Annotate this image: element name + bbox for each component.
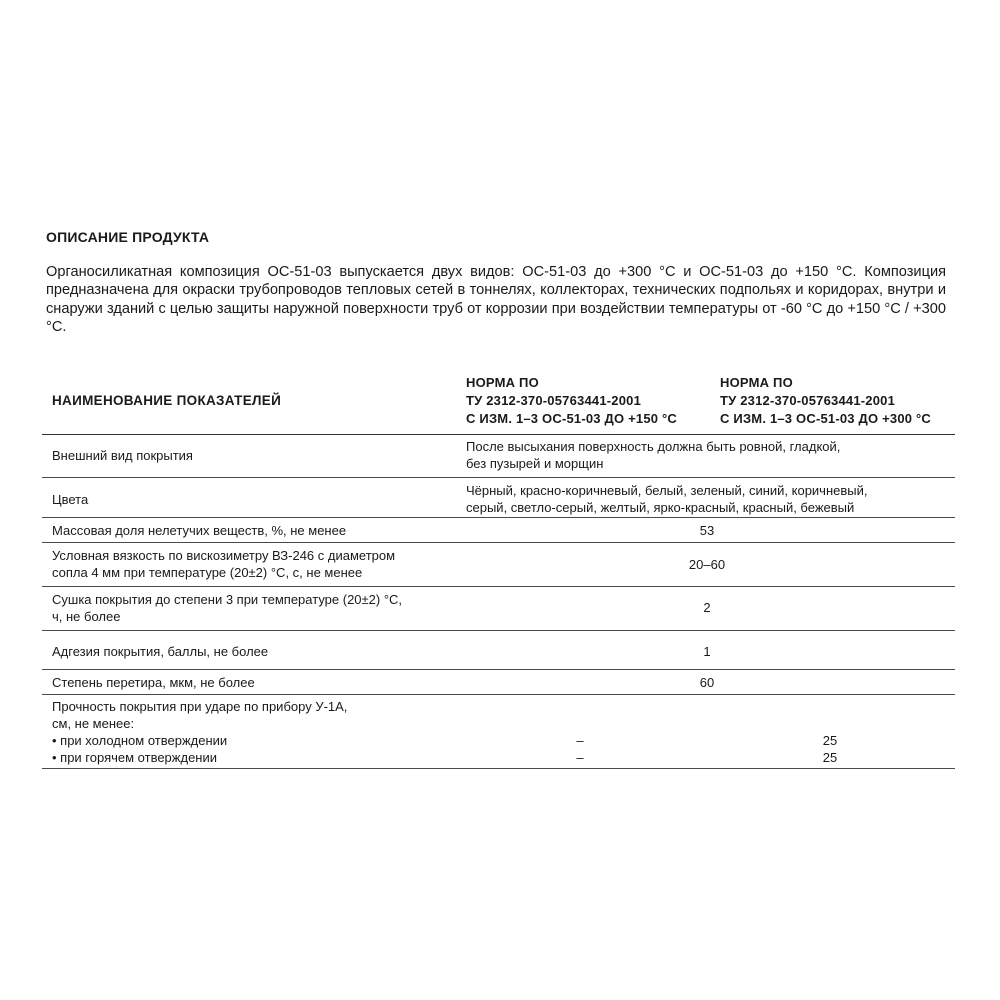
sub-value-hot-150: – xyxy=(576,750,584,765)
row-name-line: Условная вязкость по вискозиметру ВЗ-246 с диаметром xyxy=(52,548,396,563)
table-row xyxy=(42,695,955,769)
header-norm-150-line1: НОРМА ПО xyxy=(466,375,539,390)
row-name-line: Прочность покрытия при ударе по прибору У-1А, xyxy=(52,699,348,714)
row-name: Внешний вид покрытия xyxy=(52,448,193,463)
row-name: Цвета xyxy=(52,492,89,507)
header-norm-150-line3: С ИЗМ. 1–3 ОС-51-03 ДО +150 °С xyxy=(466,411,677,426)
sub-label-cold: • при холодном отверждении xyxy=(52,733,228,748)
header-norm-150 xyxy=(466,374,677,428)
header-norm-300-line2: ТУ 2312-370-05763441-2001 xyxy=(720,393,895,408)
row-value xyxy=(466,482,868,516)
section-title: ОПИСАНИЕ ПРОДУКТА xyxy=(46,229,210,245)
sub-value-cold-150: – xyxy=(576,733,584,748)
row-value: 53 xyxy=(699,523,715,538)
header-norm-300-line3: С ИЗМ. 1–3 ОС-51-03 ДО +300 °С xyxy=(720,411,931,426)
row-name-line: сопла 4 мм при температуре (20±2) °С, с, не менее xyxy=(52,565,363,580)
table-row xyxy=(42,543,955,587)
header-norm-150-line2: ТУ 2312-370-05763441-2001 xyxy=(466,393,641,408)
table-row xyxy=(42,518,955,543)
header-name: НАИМЕНОВАНИЕ ПОКАЗАТЕЛЕЙ xyxy=(52,393,282,408)
table-row xyxy=(42,587,955,631)
row-value: 1 xyxy=(703,644,711,659)
table-row xyxy=(42,478,955,518)
row-name: Массовая доля нелетучих веществ, %, не менее xyxy=(52,523,347,538)
description-text: Органосиликатная композиция ОС-51-03 выпускается двух видов: ОС-51-03 до +300 °С и ОС-51-03 до +150 °С. Композиция предназначена для окраски трубопроводов тепловых сетей в тоннелях, коллекторах, технических подпольях и коридорах, внутри и снаружи зданий с целью защиты наружной поверхности труб от коррозии при воздействии температуры от -60 °С до +150 °С / +300 °С. xyxy=(46,264,946,336)
row-value: 60 xyxy=(699,675,715,690)
row-name xyxy=(52,698,347,766)
row-value: 20–60 xyxy=(688,557,726,572)
table-row xyxy=(42,631,955,670)
row-name-line: ч, не более xyxy=(52,609,121,624)
row-value: 2 xyxy=(703,600,711,615)
row-name xyxy=(52,591,402,625)
sub-value-hot-300: 25 xyxy=(822,750,838,765)
header-norm-300 xyxy=(720,374,931,428)
row-name-line: см, не менее: xyxy=(52,716,135,731)
row-name xyxy=(52,547,395,581)
row-name: Степень перетира, мкм, не более xyxy=(52,675,255,690)
sub-label-hot: • при горячем отверждении xyxy=(52,750,218,765)
specs-table xyxy=(42,372,955,769)
row-value xyxy=(466,438,840,472)
sub-value-cold-300: 25 xyxy=(822,733,838,748)
row-value-line: без пузырей и морщин xyxy=(466,456,604,471)
row-value-line: Чёрный, красно-коричневый, белый, зеленый, синий, коричневый, xyxy=(466,483,868,498)
row-name: Адгезия покрытия, баллы, не более xyxy=(52,644,269,659)
row-name-line: Сушка покрытия до степени 3 при температуре (20±2) °С, xyxy=(52,592,403,607)
table-row xyxy=(42,670,955,695)
row-value-line: серый, светло-серый, желтый, ярко-красный, красный, бежевый xyxy=(466,500,855,515)
product-description xyxy=(46,263,946,337)
header-norm-300-line1: НОРМА ПО xyxy=(720,375,793,390)
table-header xyxy=(42,372,955,435)
table-row xyxy=(42,435,955,478)
row-value-line: После высыхания поверхность должна быть ровной, гладкой, xyxy=(466,439,841,454)
